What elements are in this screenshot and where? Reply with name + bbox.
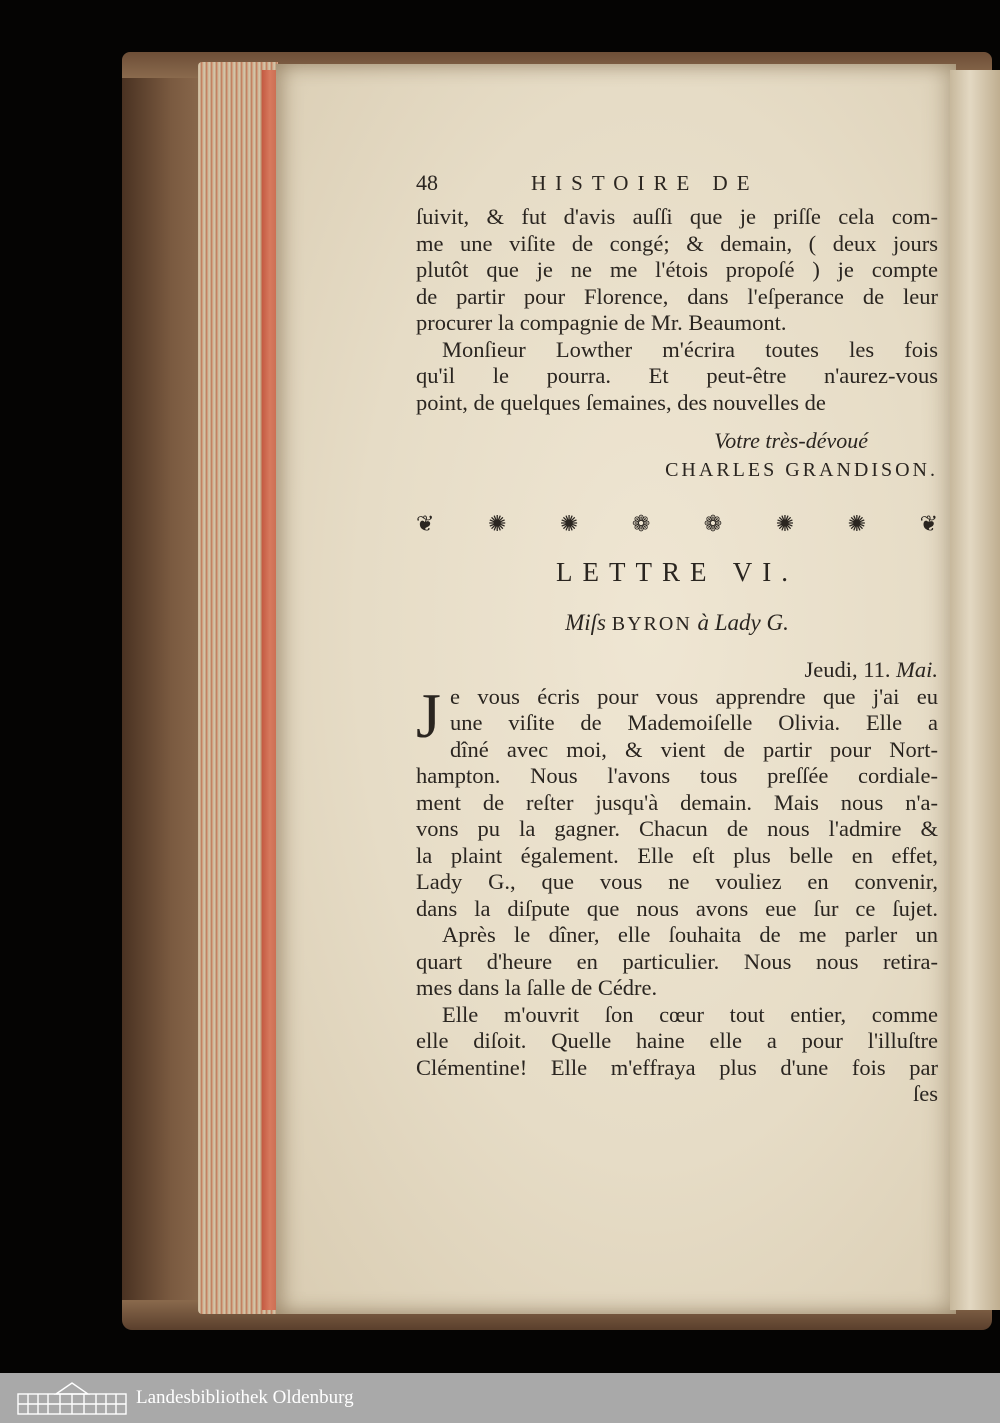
letter-salutation <box>416 610 938 638</box>
signature-closing: Votre très-dévoué <box>714 428 868 453</box>
ornament-divider <box>416 509 938 539</box>
text-line: vons pu la gagner. Chacun de nous l'admire & <box>416 816 938 841</box>
text-line: hampton. Nous l'avons tous preſſée cordiale- <box>416 763 938 788</box>
letter-date <box>416 657 938 684</box>
page-text <box>416 170 938 1108</box>
salutation-recipient: à Lady G. <box>697 609 789 635</box>
text-line: Monſieur Lowther m'écrira toutes les fois <box>442 336 938 362</box>
ornament-glyph: ✺ <box>487 510 507 536</box>
page-header <box>416 170 938 202</box>
catchword: ſes <box>913 1081 938 1106</box>
ornament-glyph: ✺ <box>775 510 795 536</box>
page-number: 48 <box>416 170 438 195</box>
date-day: Jeudi, 11. <box>804 657 891 682</box>
text-line: e vous écris pour vous apprendre que j'ai eu <box>450 683 938 709</box>
letter-paragraph-1 <box>416 679 938 923</box>
letter-end-paragraph-1 <box>416 204 938 337</box>
letter-end-paragraph-2 <box>416 337 938 417</box>
salutation-name: BYRON <box>611 612 692 635</box>
text-line: quart d'heure en particulier. Nous nous retira- <box>416 948 938 974</box>
text-line: procurer la compagnie de Mr. Beaumont. <box>416 310 787 335</box>
ornament-glyph: ❦ <box>416 510 435 536</box>
text-line: de partir pour Florence, dans l'eſperance de leur <box>416 283 938 309</box>
text-line: elle diſoit. Quelle haine elle a pour l'illuſtre <box>416 1028 938 1053</box>
date-month: Mai. <box>896 657 938 682</box>
ornament-glyph: ✺ <box>847 510 867 536</box>
text-line: Clémentine! Elle m'effraya plus d'une fois par <box>416 1054 938 1080</box>
text-line: Après le dîner, elle ſouhaita de me parler un <box>442 922 938 947</box>
text-line: mes dans la ſalle de Cédre. <box>416 975 658 1000</box>
letter-paragraph-2 <box>416 922 938 1002</box>
library-building-icon <box>16 1380 128 1416</box>
facing-page-edge <box>950 70 1000 1310</box>
ornament-glyph: ❦ <box>919 510 938 536</box>
letter-title: LETTRE VI. <box>556 557 798 587</box>
salutation-miss: Miſs <box>565 609 606 635</box>
running-head: HISTOIRE DE <box>531 171 759 195</box>
ornament-glyph: ❁ <box>703 510 723 536</box>
signature-name: CHARLES GRANDISON. <box>665 458 938 481</box>
drop-cap: J <box>416 679 441 751</box>
text-line: ſuivit, & fut d'avis auſſi que je priſſe cela com- <box>416 204 938 229</box>
ornament-glyph: ❁ <box>631 510 651 536</box>
text-line: la plaint également. Elle eſt plus belle en effet, <box>416 842 938 868</box>
text-line: point, de quelques ſemaines, des nouvelles de <box>416 389 826 415</box>
text-line: plutôt que je ne me l'étois propoſé ) je compte <box>416 257 938 282</box>
text-line: me une viſite de congé; & demain, ( deux jours <box>416 230 938 256</box>
footer-bar <box>0 1373 1000 1423</box>
text-line: qu'il le pourra. Et peut-être n'aurez-vous <box>416 363 938 388</box>
text-line: dans la diſpute que nous avons eue ſur ce ſujet. <box>416 895 938 921</box>
text-line: Elle m'ouvrit ſon cœur tout entier, comme <box>442 1001 938 1027</box>
text-line: dîné avec moi, & vient de partir pour Nort- <box>450 736 938 762</box>
text-line: une viſite de Mademoiſelle Olivia. Elle a <box>450 710 938 735</box>
letter-paragraph-3 <box>416 1002 938 1082</box>
ornament-glyph: ✺ <box>559 510 579 536</box>
institution-name: Landesbibliothek Oldenburg <box>136 1387 354 1408</box>
text-line: ment de reſter jusqu'à demain. Mais nous n'a- <box>416 789 938 815</box>
text-line: Lady G., que vous ne vouliez en convenir, <box>416 869 938 894</box>
